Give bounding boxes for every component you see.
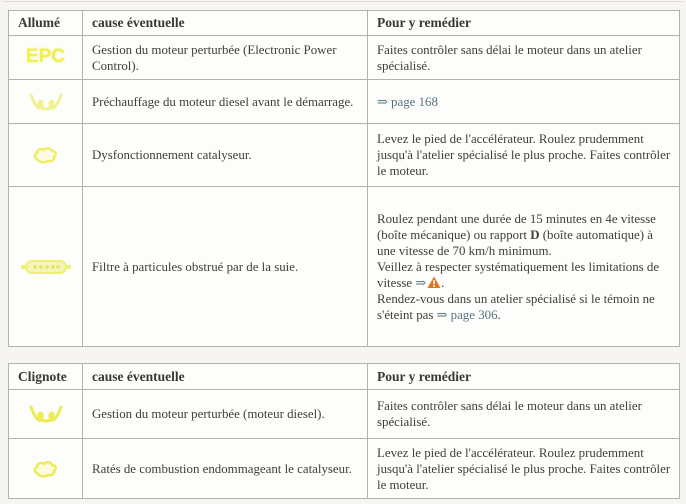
catalyst-icon [31,458,61,480]
warning-lamps-table-clignote [8,363,680,499]
catalyst-icon [31,144,61,166]
page-top-rule [3,1,683,2]
column-header-clignote: Clignote [9,364,83,390]
table-header-row [9,11,680,36]
remedy-text [368,80,680,124]
cause-text: Dysfonctionnement catalyseur. [83,124,368,187]
table-row [9,80,680,124]
remedy-text: Levez le pied de l'accélérateur. Roulez prudemment jusqu'à l'atelier spécialisé le plus proche. Faites contrôler le moteur. [368,439,680,499]
cause-text: Préchauffage du moteur diesel avant le démarrage. [83,80,368,124]
cause-text: Gestion du moteur perturbée (moteur diesel). [83,390,368,439]
remedy-paragraph: Veillez à respecter systématiquement les limitations de vitesse ⇒ . [377,259,660,290]
gear-d-label: D [530,227,540,242]
page-reference: ⇒ page 168 [377,94,438,109]
column-header-cause: cause éventuelle [83,11,368,36]
remedy-text: Levez le pied de l'accélérateur. Roulez prudemment jusqu'à l'atelier spécialisé le plus proche. Faites contrôler le moteur. [368,124,680,187]
table-row [9,390,680,439]
remedy-paragraph: Roulez pendant une durée de 15 minutes en 4e vitesse (boîte mécanique) ou rapport D (boîte automatique) à une vitesse de 70 km/h minimum. [377,211,656,258]
column-header-remedy: Pour y remédier [368,364,680,390]
table-row [9,187,680,347]
remedy-text [368,187,680,347]
remedy-paragraph: Rendez-vous dans un atelier spécialisé si le témoin ne s'éteint pas ⇒ page 306. [377,291,655,322]
remedy-text: Faites contrôler sans délai le moteur dans un atelier spécialisé. [368,390,680,439]
warning-triangle-icon [427,276,441,289]
table-row [9,36,680,80]
particulate-filter-icon [20,257,72,277]
column-header-allume: Allumé [9,11,83,36]
glow-plug-icon [28,91,64,113]
column-header-remedy: Pour y remédier [368,11,680,36]
glow-plug-icon [28,403,64,425]
epc-indicator-icon: EPC [25,46,66,67]
column-header-cause: cause éventuelle [83,364,368,390]
remedy-text: Faites contrôler sans délai le moteur dans un atelier spécialisé. [368,36,680,80]
warning-lamps-table-allume [8,10,680,347]
table-header-row [9,364,680,390]
table-row [9,439,680,499]
page-reference: ⇒ page 306 [436,307,498,322]
cause-text: Filtre à particules obstrué par de la suie. [83,187,368,347]
reference-arrow: ⇒ [415,275,427,290]
cause-text: Ratés de combustion endommageant le catalyseur. [83,439,368,499]
cause-text: Gestion du moteur perturbée (Electronic Power Control). [83,36,368,80]
table-row [9,124,680,187]
